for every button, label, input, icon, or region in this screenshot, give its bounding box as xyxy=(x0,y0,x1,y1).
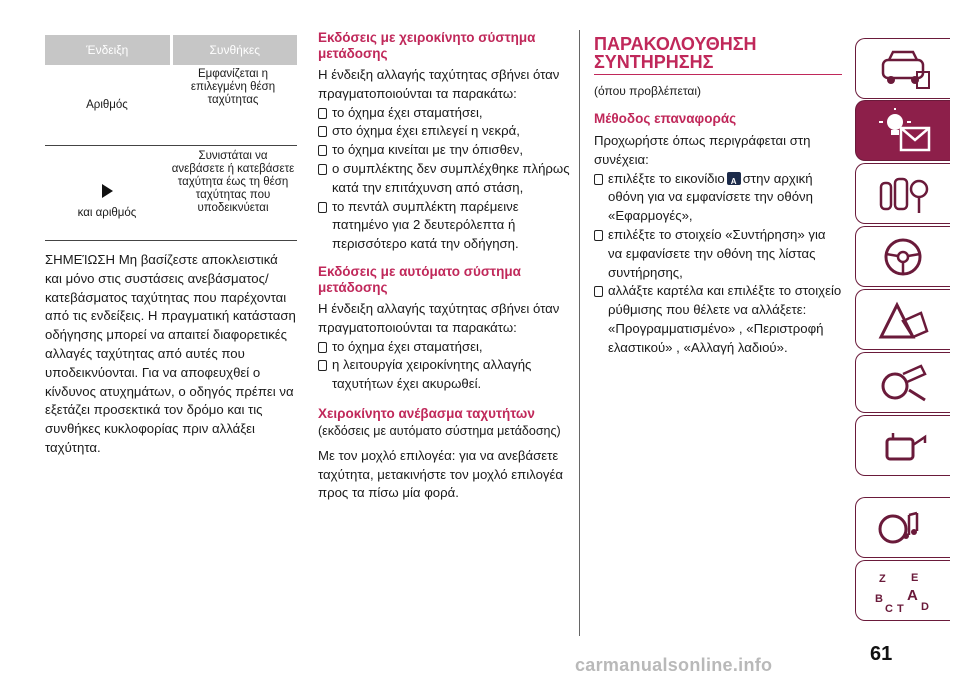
bullet-box-icon xyxy=(318,145,327,156)
list-item: το πεντάλ συμπλέκτη παρέμεινε πατημένο για 2 δευτερόλεπτα ή περισσότερο κατά την οδήγηση. xyxy=(318,198,573,254)
indication-arrow-number: και αριθμός xyxy=(77,207,137,219)
gear-indication-table-column xyxy=(45,35,297,471)
note-paragraph: ΣΗΜΕΊΩΣΗ Μη βασίζεστε αποκλειστικά και μόνο στις συστάσεις ανεβάσματος/κατεβάσματος ταχύτητας που παρέχονται από τις ενδείξεις. Η πραγματική κατάσταση οδήγησης μπορεί να απαιτεί διαφορετικές αλλαγές ταχύτητας από αυτές που υποδεικνύονται. Για να αποφευχθεί ο κίνδυνος ατυχημάτων, ο οδηγός πρέπει να εξετάζει προσεκτικά τον δρόμο και τις συνθήκες κυκλοφορίας πριν αλλάξει ταχύτητα. xyxy=(45,252,296,455)
service-tools-icon xyxy=(873,360,933,406)
table-header xyxy=(45,35,297,65)
bullet-box-icon xyxy=(318,342,327,353)
steering-wheel-icon xyxy=(873,234,933,280)
page-number: 61 xyxy=(870,643,893,665)
bullet-box-icon xyxy=(318,360,327,371)
apps-icon xyxy=(727,172,741,185)
maintenance-title: ΠΑΡΑΚΟΛΟΥΘΗΣΗ ΣΥΝΤΗΡΗΣΗΣ xyxy=(594,35,842,75)
list-item: το όχημα έχει σταματήσει, xyxy=(318,104,573,123)
manual-upshift-subtitle: (εκδόσεις με αυτόματο σύστημα μετάδοσης) xyxy=(318,423,561,438)
manual-intro: Η ένδειξη αλλαγής ταχύτητας σβήνει όταν πραγματοποιούνται τα παρακάτω: xyxy=(318,67,560,101)
bullet-box-icon xyxy=(318,202,327,213)
tab-index[interactable] xyxy=(855,560,950,621)
list-item: η λειτουργία χειροκίνητης αλλαγής ταχυτήτων έχει ακυρωθεί. xyxy=(318,356,573,394)
automatic-transmission-heading: Εκδόσεις με αυτόματο σύστημα μετάδοσης xyxy=(318,263,521,295)
warning-light-envelope-icon xyxy=(873,108,933,154)
condition-cell: Συνιστάται να ανεβάσετε ή κατεβάσετε ταχύτητα έως τη θέση ταχύτητας που υποδεικνύεται xyxy=(171,150,295,214)
index-letter: A xyxy=(907,586,918,604)
list-item: το όχημα κινείται με την όπισθεν, xyxy=(318,141,573,160)
index-letter: T xyxy=(897,602,904,614)
shift-indicator-column xyxy=(318,30,573,503)
list-item: επιλέξτε το στοιχείο «Συντήρηση» για να εμφανίσετε την οθόνη της λίστας συντήρησης, xyxy=(594,226,842,282)
watermark: carmanualsonline.info xyxy=(575,655,773,675)
reset-method-heading: Μέθοδος επαναφοράς xyxy=(594,111,737,126)
list-item: αλλάξτε καρτέλα και επιλέξτε το στοιχείο ρύθμισης που θέλετε να αλλάξετε: «Προγραμματισμένο» , «Περιστροφή ελαστικού» , «Αλλαγή λαδιού». xyxy=(594,282,842,357)
tab-technical-data[interactable] xyxy=(855,415,950,476)
tab-steering[interactable] xyxy=(855,226,950,287)
car-icon xyxy=(873,46,933,92)
table-row xyxy=(45,146,297,241)
manual-upshift-text: Με τον μοχλό επιλογέα: για να ανεβάσετε ταχύτητα, μετακινήστε τον μοχλό επιλογέα προς τα πίσω μία φορά. xyxy=(318,447,564,501)
hazard-triangle-icon xyxy=(873,297,933,343)
index-letter: B xyxy=(875,592,883,605)
bullet-box-icon xyxy=(594,174,603,185)
list-item: επιλέξτε το εικονίδιοA στην αρχική οθόνη για να εμφανίσετε την οθόνη «Εφαρμογές», xyxy=(594,170,842,226)
availability-note: (όπου προβλέπεται) xyxy=(594,84,702,98)
bullet-box-icon xyxy=(318,108,327,119)
tab-warning-lights[interactable] xyxy=(855,100,950,161)
index-letter: Z xyxy=(879,572,886,585)
maintenance-column xyxy=(594,35,842,358)
tab-keys[interactable] xyxy=(855,163,950,224)
manual-upshift-heading: Χειροκίνητο ανέβασμα ταχυτήτων xyxy=(318,405,535,421)
indication-number: Αριθμός xyxy=(86,98,128,111)
oil-can-icon xyxy=(873,423,933,469)
index-letter: D xyxy=(921,600,929,613)
bullet-box-icon xyxy=(594,230,603,241)
wrench-key-icon xyxy=(873,171,933,217)
index-letter: E xyxy=(911,571,919,584)
tab-car[interactable] xyxy=(855,38,950,99)
header-indication: Ένδειξη xyxy=(45,35,170,65)
indication-cell xyxy=(45,146,169,240)
reset-intro: Προχωρήστε όπως περιγράφεται στη συνέχεια: xyxy=(594,133,811,167)
condition-cell: Εμφανίζεται η επιλεγμένη θέση ταχύτητας xyxy=(190,68,276,106)
upshift-arrow-icon xyxy=(102,184,113,198)
automatic-intro: Η ένδειξη αλλαγής ταχύτητας σβήνει όταν πραγματοποιούνται τα παρακάτω: xyxy=(318,300,560,335)
tab-emergency[interactable] xyxy=(855,289,950,350)
music-phone-icon xyxy=(873,505,933,551)
column-divider xyxy=(579,30,580,636)
index-letter: C xyxy=(885,602,893,614)
bullet-box-icon xyxy=(318,126,327,137)
list-item: στο όχημα έχει επιλεγεί η νεκρά, xyxy=(318,122,573,141)
header-conditions: Συνθήκες xyxy=(173,35,298,65)
manual-transmission-heading: Εκδόσεις με χειροκίνητο σύστημα μετάδοσης xyxy=(318,30,536,61)
alphabet-index-icon xyxy=(873,568,933,614)
bullet-box-icon xyxy=(594,286,603,297)
indication-cell xyxy=(45,65,169,145)
list-item: το όχημα έχει σταματήσει, xyxy=(318,338,573,357)
list-item: ο συμπλέκτης δεν συμπλέχθηκε πλήρως κατά την επιτάχυνση από στάση, xyxy=(318,160,573,198)
bullet-box-icon xyxy=(318,164,327,175)
tab-multimedia[interactable] xyxy=(855,497,950,558)
tab-maintenance[interactable] xyxy=(855,352,950,413)
table-row xyxy=(45,65,297,146)
